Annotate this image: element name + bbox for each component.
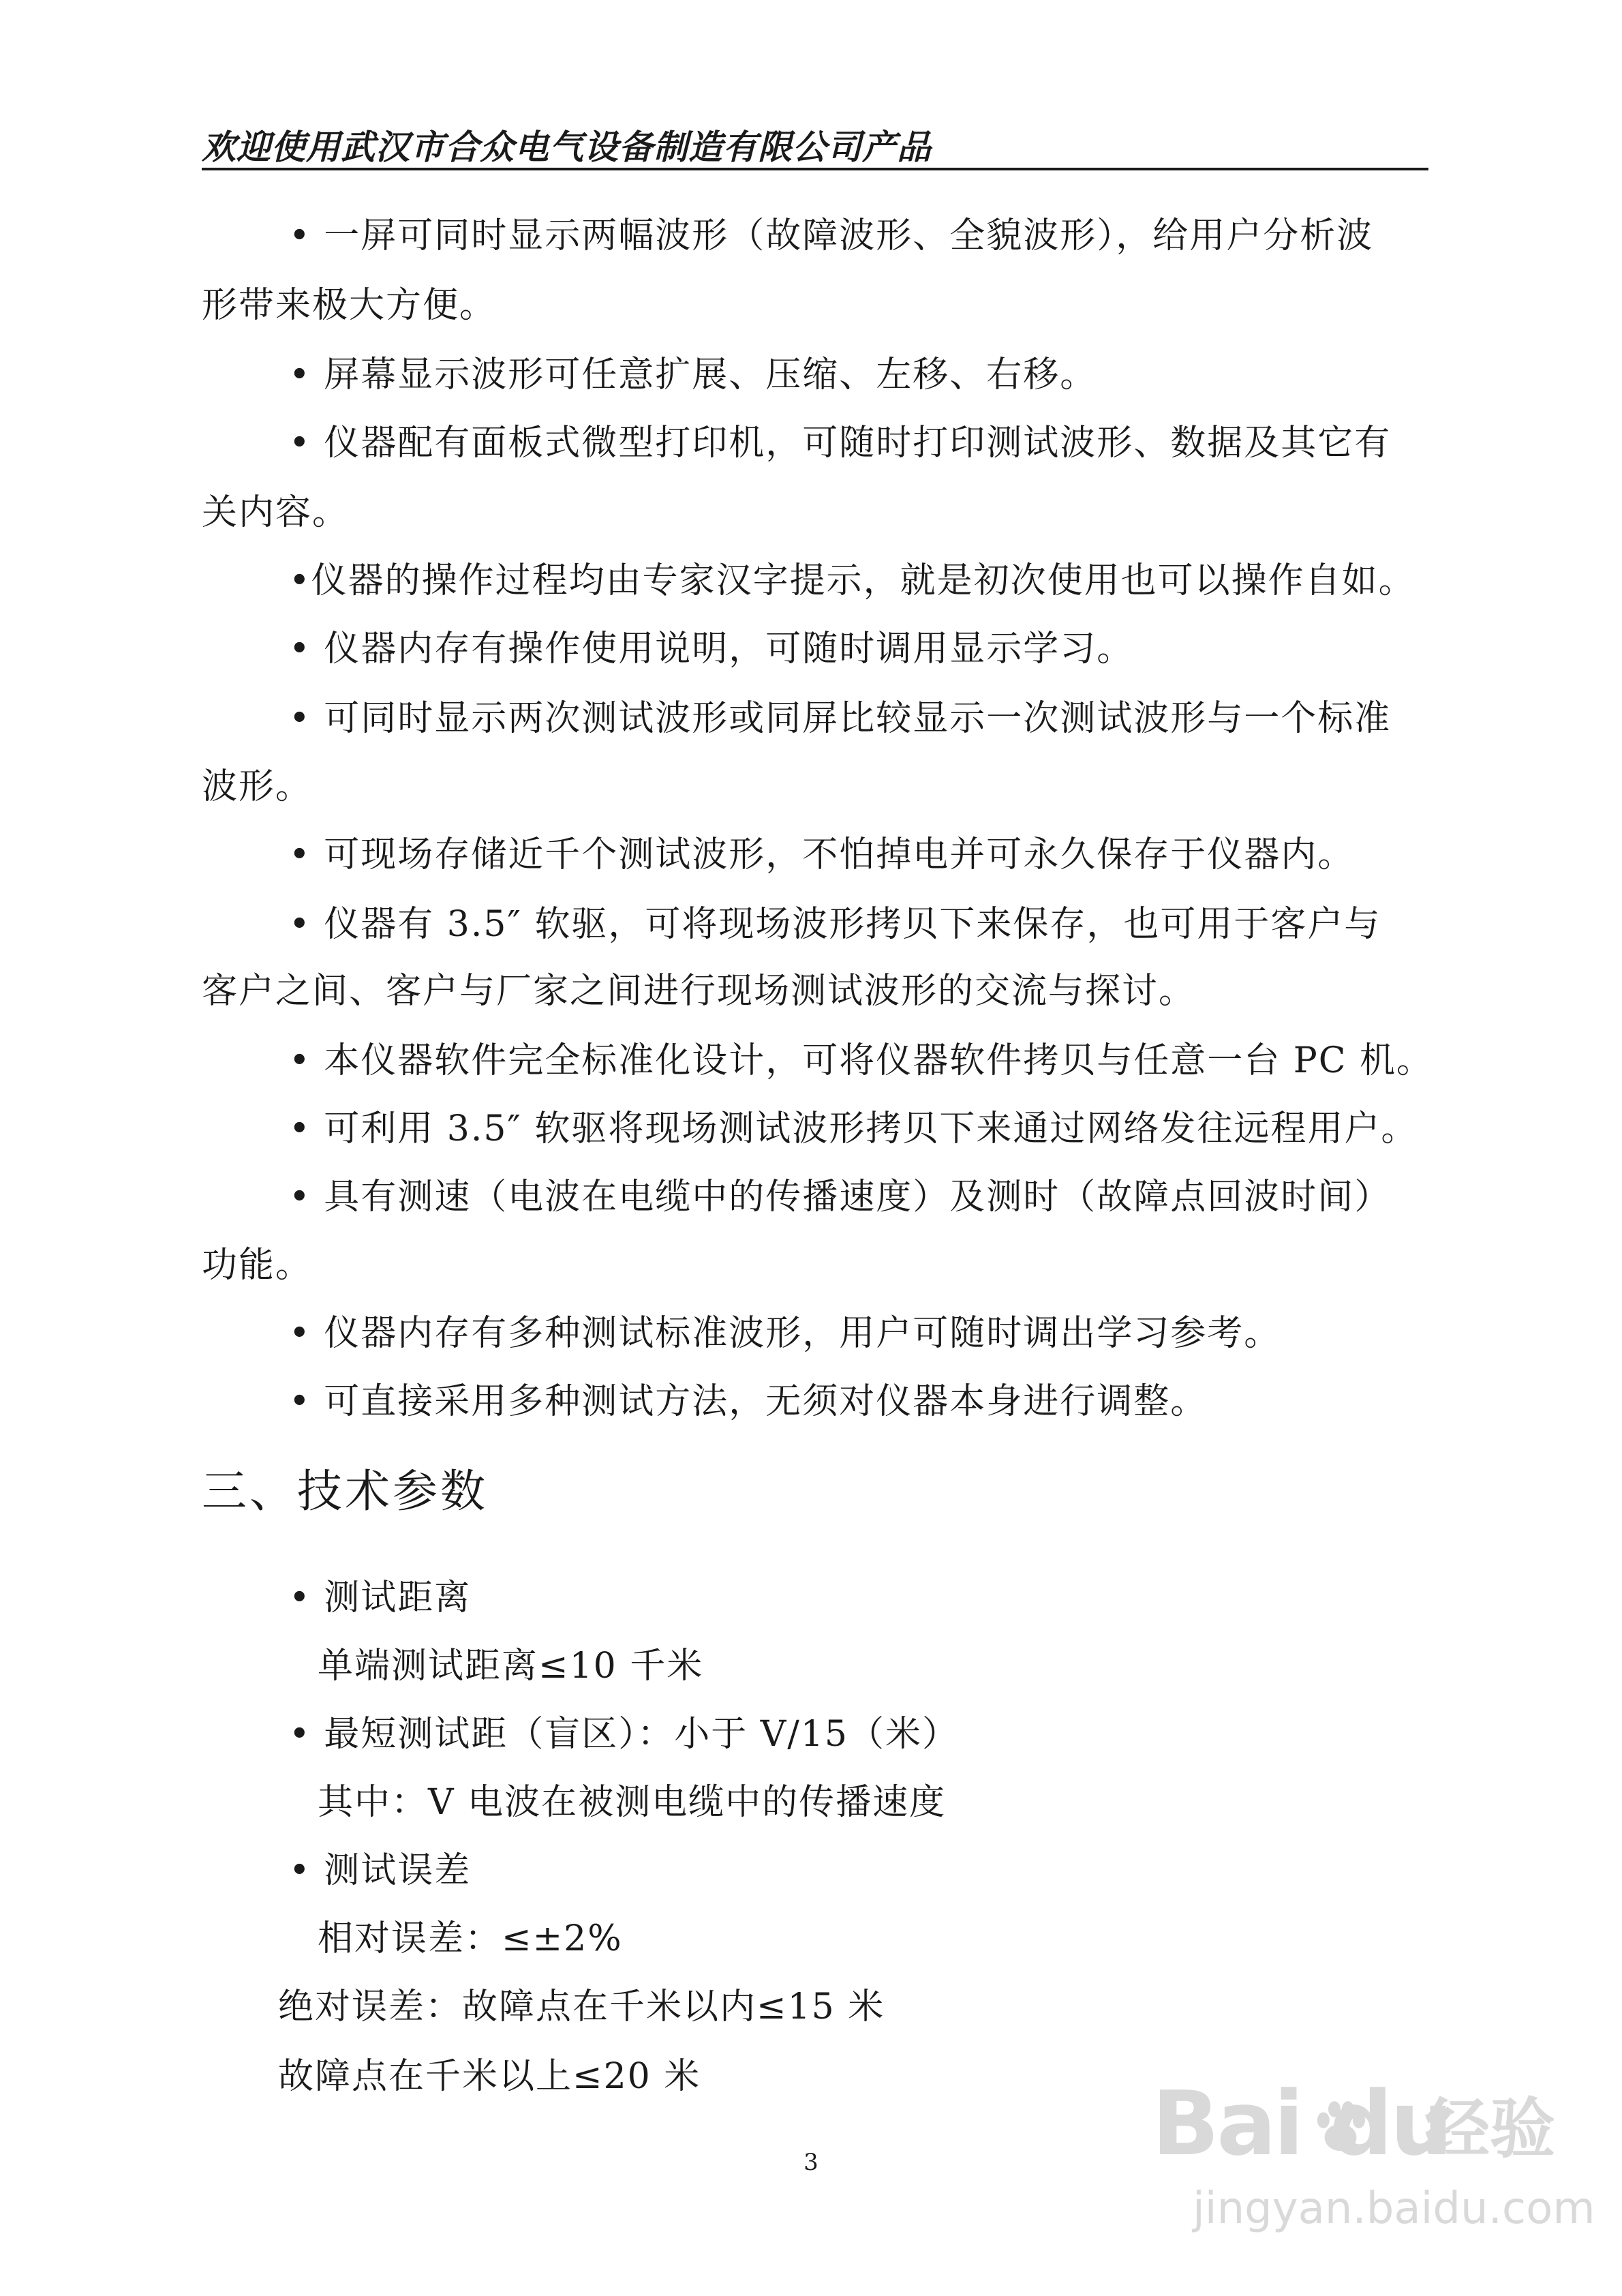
feature-5: • 仪器内存有操作使用说明，可随时调用显示学习。 [289, 629, 1134, 669]
feature-3-continuation: 关内容。 [202, 492, 350, 533]
feature-8-continuation: 客户之间、客户与厂家之间进行现场测试波形的交流与探讨。 [202, 971, 1196, 1012]
page-number: 3 [804, 2149, 818, 2176]
param-distance-value: 单端测试距离≤10 千米 [318, 1646, 704, 1687]
feature-3: • 仪器配有面板式微型打印机，可随时打印测试波形、数据及其它有 [289, 423, 1392, 464]
header-title: 欢迎使用武汉市合众电气设备制造有限公司产品 [202, 127, 932, 167]
param-distance-label: • 测试距离 [289, 1577, 472, 1618]
paw-icon [1310, 2097, 1371, 2158]
feature-13: • 可直接采用多种测试方法，无须对仪器本身进行调整。 [289, 1381, 1208, 1422]
param-absolute-error-2: 故障点在千米以上≤20 米 [278, 2056, 701, 2097]
feature-8: • 仪器有 3.5″ 软驱，可将现场波形拷贝下来保存，也可用于客户与 [289, 904, 1381, 945]
page-header [202, 115, 1428, 170]
feature-1-continuation: 形带来极大方便。 [202, 285, 497, 326]
feature-1: • 一屏可同时显示两幅波形（故障波形、全貌波形），给用户分析波 [289, 215, 1374, 256]
feature-4: •仪器的操作过程均由专家汉字提示，就是初次使用也可以操作自如。 [289, 560, 1416, 601]
feature-6: • 可同时显示两次测试波形或同屏比较显示一次测试波形与一个标准 [289, 698, 1392, 739]
feature-11: • 具有测速（电波在电缆中的传播速度）及测时（故障点回波时间） [289, 1177, 1392, 1218]
param-blind-label: • 最短测试距（盲区）：小于 V/15（米） [289, 1714, 959, 1755]
feature-9: • 本仪器软件完全标准化设计，可将仪器软件拷贝与任意一台 PC 机。 [289, 1040, 1434, 1081]
baidu-watermark [1152, 2072, 1595, 2256]
param-blind-note: 其中：V 电波在被测电缆中的传播速度 [318, 1782, 947, 1823]
section-title: 三、技术参数 [202, 1465, 488, 1517]
feature-2: • 屏幕显示波形可任意扩展、压缩、左移、右移。 [289, 354, 1097, 395]
feature-10: • 可利用 3.5″ 软驱将现场测试波形拷贝下来通过网络发往远程用户。 [289, 1108, 1418, 1149]
watermark-brand: Bai du [1152, 2072, 1451, 2175]
param-error-label: • 测试误差 [289, 1850, 472, 1891]
feature-6-continuation: 波形。 [202, 766, 313, 807]
watermark-brand-cn: 经验 [1424, 2091, 1555, 2167]
watermark-url: jingyan.baidu.com [1193, 2184, 1595, 2234]
feature-7: • 可现场存储近千个测试波形，不怕掉电并可永久保存于仪器内。 [289, 834, 1355, 875]
feature-11-continuation: 功能。 [202, 1245, 313, 1286]
param-relative-error: 相对误差：≤±2% [318, 1918, 623, 1959]
param-absolute-error-1: 绝对误差：故障点在千米以内≤15 米 [278, 1987, 885, 2027]
feature-12: • 仪器内存有多种测试标准波形，用户可随时调出学习参考。 [289, 1313, 1281, 1354]
